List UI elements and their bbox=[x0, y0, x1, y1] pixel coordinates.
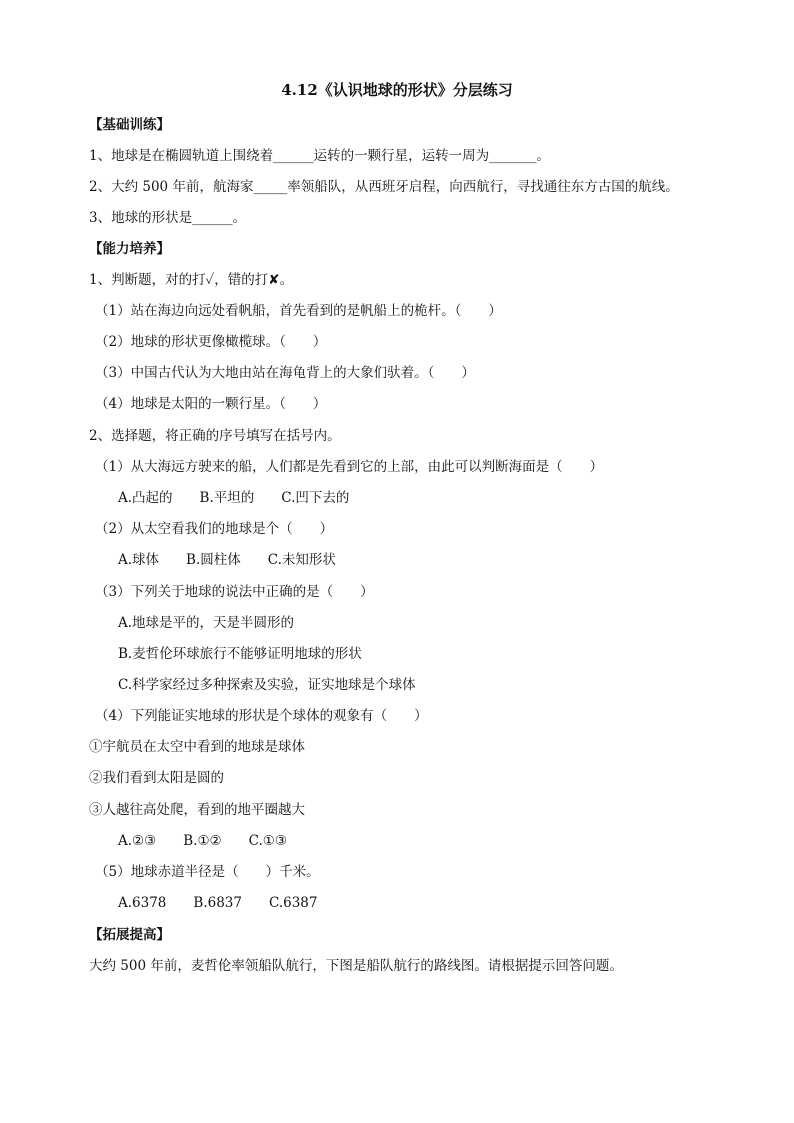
section-heading-ability: 【能力培养】 bbox=[89, 241, 170, 257]
extension-text: 大约 500 年前，麦哲伦率领船队航行，下图是船队航行的路线图。请根据提示回答问题。 bbox=[89, 958, 623, 974]
choice-options-4: A.②③ B.①② C.①③ bbox=[118, 833, 288, 849]
choice-options-2: A.球体 B.圆柱体 C.未知形状 bbox=[118, 552, 336, 568]
choice-question-5: （5）地球赤道半径是（ ）千米。 bbox=[95, 864, 320, 880]
choice-options-1: A.凸起的 B.平坦的 C.凹下去的 bbox=[118, 490, 350, 506]
choice-question-2: （2）从太空看我们的地球是个（ ） bbox=[95, 521, 334, 537]
question-basic-1: 1、地球是在椭圆轨道上围绕着______运转的一颗行星，运转一周为_______。 bbox=[89, 148, 550, 164]
choice-question-3: （3）下列关于地球的说法中正确的是（ ） bbox=[95, 584, 374, 600]
judge-item: （2）地球的形状更像橄榄球。（ ） bbox=[95, 334, 327, 350]
choice-statement-4-3: ③人越往高处爬，看到的地平圈越大 bbox=[89, 802, 305, 818]
judge-intro: 1、判断题，对的打✓，错的打✘。 bbox=[89, 272, 294, 288]
judge-item: （3）中国古代认为大地由站在海龟背上的大象们驮着。（ ） bbox=[95, 365, 475, 381]
question-basic-2: 2、大约 500 年前，航海家_____率领船队，从西班牙启程，向西航行，寻找通往东方古国的航线。 bbox=[89, 179, 679, 195]
choice-intro: 2、选择题，将正确的序号填写在括号内。 bbox=[89, 428, 341, 444]
choice-option-3a: A.地球是平的，天是半圆形的 bbox=[118, 615, 295, 631]
choice-option-3b: B.麦哲伦环球旅行不能够证明地球的形状 bbox=[118, 646, 362, 662]
choice-option-3c: C.科学家经过多种探索及实验，证实地球是个球体 bbox=[118, 677, 416, 693]
section-heading-extension: 【拓展提高】 bbox=[89, 927, 170, 943]
page-title: 4.12《认识地球的形状》分层练习 bbox=[281, 81, 513, 99]
choice-question-4: （4）下列能证实地球的形状是个球体的观象有（ ） bbox=[95, 708, 428, 724]
choice-statement-4-2: ②我们看到太阳是圆的 bbox=[89, 770, 224, 786]
judge-item: （1）站在海边向远处看帆船，首先看到的是帆船上的桅杆。（ ） bbox=[95, 303, 502, 319]
choice-statement-4-1: ①宇航员在太空中看到的地球是球体 bbox=[89, 739, 305, 755]
choice-options-5: A.6378 B.6837 C.6387 bbox=[118, 895, 318, 911]
judge-item: （4）地球是太阳的一颗行星。（ ） bbox=[95, 396, 327, 412]
question-basic-3: 3、地球的形状是______。 bbox=[89, 210, 247, 226]
section-heading-basic: 【基础训练】 bbox=[89, 117, 170, 133]
choice-question-1: （1）从大海远方驶来的船，人们都是先看到它的上部，由此可以判断海面是（ ） bbox=[95, 459, 604, 475]
